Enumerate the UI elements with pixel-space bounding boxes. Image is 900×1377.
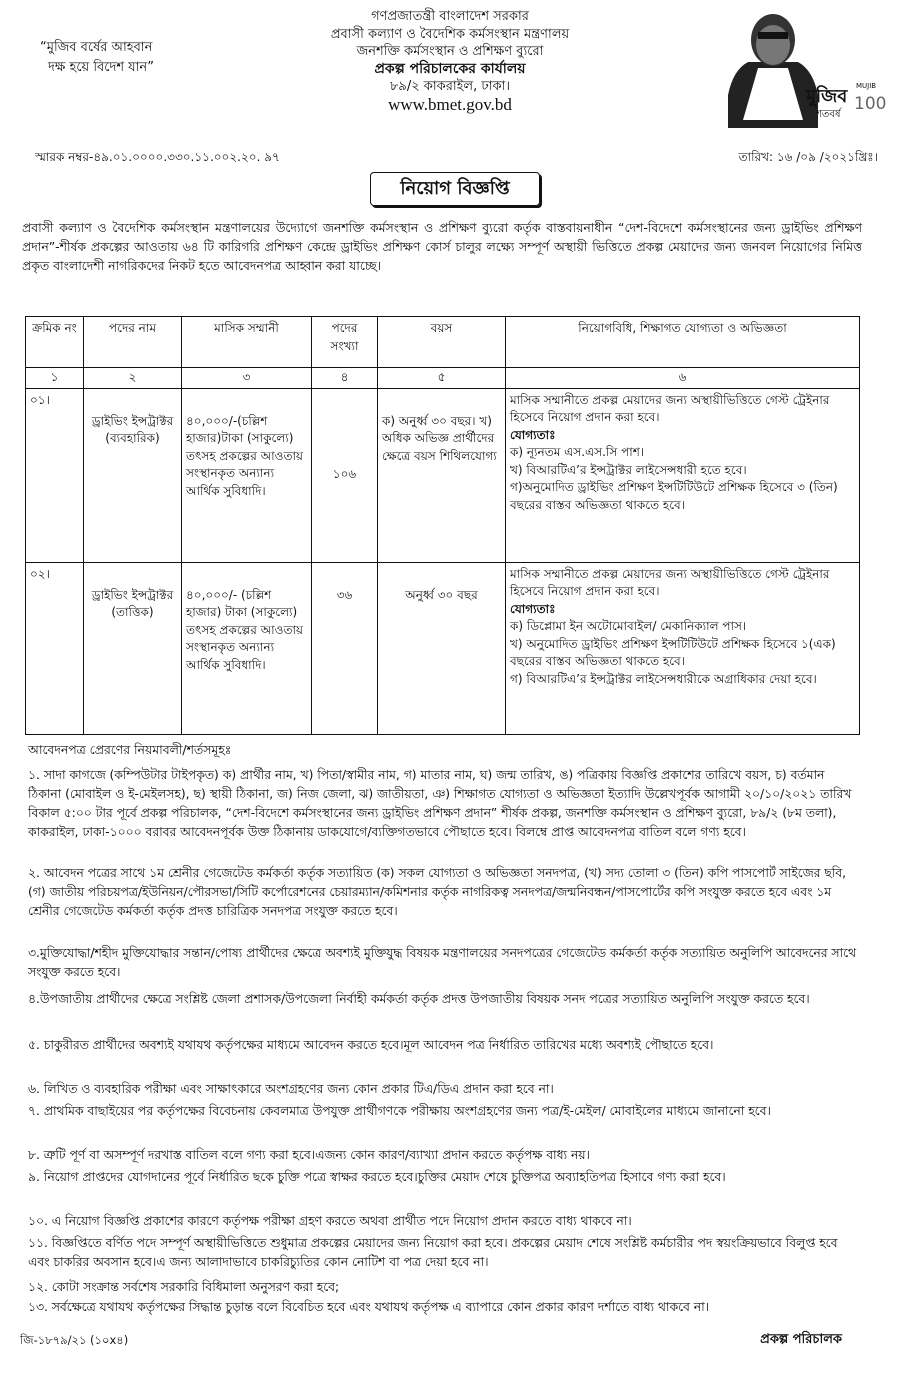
col-header-serial: ক্রমিক নং xyxy=(26,317,84,368)
req-label: যোগ্যতাঃ xyxy=(510,427,556,442)
req-label: যোগ্যতাঃ xyxy=(510,601,556,616)
row-age: ক) অনুর্ধ্ব ৩০ বছর। খ) অধিক অভিজ্ঞ প্রার্থীদের ক্ষেত্রে বয়স শিথিলযোগ্য xyxy=(378,388,506,562)
condition-item: ১২. কোটা সংক্রান্ত সর্বশেষ সরকারি বিধিমালা অনুসরণ করা হবে; xyxy=(28,1280,340,1294)
row-post: ড্রাইভিং ইন্সট্রাক্টর (তাত্তিক) xyxy=(84,562,182,734)
condition-item: ৯. নিয়োগ প্রাপ্তদের যোগদানের পূর্বে নির্ধারিত ছকে চুক্তি পত্রে স্বাক্ষর করতে হবে।চুক্তির মেয়াদ শেষে চুক্তিপত্র অব্যাহতিপত্র হিসাবে গণ্য করা হবে। xyxy=(28,1170,726,1184)
conditions-title: আবেদনপত্র প্রেরণের নিয়মাবলী/শর্তসমূহঃ xyxy=(28,742,232,757)
table-index-row xyxy=(26,368,860,389)
header-line-1: গণপ্রজাতন্ত্রী বাংলাদেশ সরকার xyxy=(371,9,529,24)
index-cell: ৪ xyxy=(312,368,378,389)
row-serial: ০১। xyxy=(26,388,84,562)
req-item: ক) ন্যূনতম এস.এস.সি পাশ। xyxy=(510,445,645,459)
condition-item: ১. সাদা কাগজে (কম্পিউটার টাইপকৃত) ক) প্রার্থীর নাম, খ) পিতা/স্বামীর নাম, গ) মাতার নাম, ঘ) জন্ম তারিখ, ঙ) পত্রিকায় বিজ্ঞপ্তি প্রকাশের তারিখে বয়স, চ) বর্তমান ঠিকানা (মোবাইল ও ই-মেইলসহ), ছ) স্থায়ী ঠিকানা, জ) নিজ জেলা, ঝ) জাতীয়তা, ঞ) শিক্ষাগত যোগ্যতা ও অভিজ্ঞতা ইত্যাদি উল্লেখপূর্বক আগামী ২০/১০/২০২১ তারিখ বিকাল ৫:০০ টার পূর্বে প্রকল্প পরিচালক, “দেশ-বিদেশে কর্মসংস্থানের জন্য ড্রাইভিং প্রশিক্ষণ প্রদান” শীর্ষক প্রকল্প, জনশক্তি কর্মসংস্থান ও প্রশিক্ষণ ব্যুরো, ৮৯/২ (৮ম তলা), কাকরাইল, ঢাকা-১০০০ বরাবর আবেদনপূর্বক উক্ত ঠিকানায় ডাকযোগে/ব্যক্তিগতভাবে পৌছাতে হবে। বিলম্বে প্রাপ্ত আবেদনপত্র বাতিল বলে গণ্য হবে। xyxy=(28,768,852,839)
col-header-count: পদের সংখ্যা xyxy=(312,317,378,368)
col-header-age: বয়স xyxy=(378,317,506,368)
req-intro: মাসিক সম্মানীতে প্রকল্প মেয়াদের জন্য অস্থায়ীভিত্তিতে গেস্ট ট্রেইনার হিসেবে নিয়োগ প্রদান করা হবে। xyxy=(510,566,830,598)
condition-item: ৭. প্রাথমিক বাছাইয়ের পর কর্তৃপক্ষের বিবেচনায় কেবলমাত্র উপযুক্ত প্রার্থীগণকে পরীক্ষায় অংশগ্রহণের জন্য পত্র/ই-মেইল/ মোবাইলের মাধ্যমে জানানো হবে। xyxy=(28,1104,771,1118)
intro-paragraph: প্রবাসী কল্যাণ ও বৈদেশিক কর্মসংস্থান মন্ত্রণালয়ের উদ্যোগে জনশক্তি কর্মসংস্থান ও প্রশিক্ষণ ব্যুরো কর্তৃক বাস্তবায়নাধীন “দেশ-বিদেশে কর্মসংস্থানের জন্য ড্রাইভিং প্রশিক্ষণ প্রদান”-শীর্ষক প্রকল্পের আওতায় ৬৪ টি কারিগরি প্রশিক্ষণ কেন্দ্রে ড্রাইভিং প্রশিক্ষণ কোর্স চালুর লক্ষ্যে সম্পূর্ণ অস্থায়ী ভিত্তিতে প্রকল্প মেয়াদের জন্য জনবল নিয়োগের নিমিত্ত প্রকৃত বাংলাদেশী নাগরিকদের নিকট হতে আবেদনপত্র আহ্বান করা যাচ্ছে। xyxy=(22,220,862,273)
slogan-line-2: দক্ষ হয়ে বিদেশ যান” xyxy=(48,60,154,75)
row-serial: ০২। xyxy=(26,562,84,734)
row-count: ৩৬ xyxy=(312,562,378,734)
row-count: ১০৬ xyxy=(312,388,378,562)
notice-title: নিয়োগ বিজ্ঞপ্তি xyxy=(370,172,540,206)
req-item: খ) অনুমোদিত ড্রাইভিং প্রশিক্ষণ ইন্সটিটিউটে প্রশিক্ষক হিসেবে ১(এক) বছরের বাস্তব অভিজ্ঞতা থাকতে হবে। xyxy=(510,636,836,668)
logo-text-shatabarsha: শতবর্ষ xyxy=(816,109,841,120)
table-header-row xyxy=(26,317,860,368)
condition-item: ৬. লিখিত ও ব্যবহারিক পরীক্ষা এবং সাক্ষাৎকারে অংশগ্রহণের জন্য কোন প্রকার টিএ/ডিএ প্রদান করা হবে না। xyxy=(28,1082,554,1096)
mujib-100-logo xyxy=(688,10,888,130)
signature: প্রকল্প পরিচালক xyxy=(760,1332,842,1347)
col-header-post: পদের নাম xyxy=(84,317,182,368)
col-header-salary: মাসিক সম্মানী xyxy=(182,317,312,368)
logo-text-100: 100 xyxy=(854,94,887,114)
index-cell: ৬ xyxy=(506,368,860,389)
req-item: ক) ডিপ্লোমা ইন অটোমোবাইল/ মেকানিক্যাল পাস। xyxy=(510,619,747,633)
header-address: ৮৯/২ কাকরাইল, ঢাকা। xyxy=(389,79,511,94)
row-salary: ৪০,০০০/- (চল্লিশ হাজার) টাকা (সাকুল্যে) তৎসহ প্রকল্পের আওতায় সংস্থানকৃত অন্যান্য আর্থিক সুবিধাদি। xyxy=(182,562,312,734)
row-requirements xyxy=(506,562,860,734)
header-line-3: জনশক্তি কর্মসংস্থান ও প্রশিক্ষণ ব্যুরো xyxy=(356,44,544,59)
col-header-requirements: নিয়োগবিধি, শিক্ষাগত যোগ্যতা ও অভিজ্ঞতা xyxy=(506,317,860,368)
header-line-2: প্রবাসী কল্যাণ ও বৈদেশিক কর্মসংস্থান মন্ত্রণালয় xyxy=(330,26,570,42)
header-website: www.bmet.gov.bd xyxy=(388,94,512,114)
footer-code: জি-১৮৭৯/২১ (১০x৪) xyxy=(20,1333,129,1347)
logo-text-mujib-en: MUJIB xyxy=(856,82,877,90)
job-table xyxy=(25,316,860,735)
row-salary: ৪০,০০০/-(চল্লিশ হাজার)টাকা (সাকুল্যে) তৎসহ প্রকল্পের আওতায় সংস্থানকৃত অন্যান্য আর্থিক সুবিধাদি। xyxy=(182,388,312,562)
logo-text-mujib: মুজিব xyxy=(806,86,848,107)
condition-item: ৪.উপজাতীয় প্রার্থীদের ক্ষেত্রে সংশ্লিষ্ট জেলা প্রশাসক/উপজেলা নির্বাহী কর্মকর্তা কর্তৃক প্রদত্ত উপজাতীয় বিষয়ক সনদ পত্রের সত্যায়িত অনুলিপি সংযুক্ত করতে হবে। xyxy=(28,992,810,1006)
condition-item: ৫. চাকুরীরত প্রার্থীদের অবশ্যই যথাযথ কর্তৃপক্ষের মাধ্যমে আবেদন করতে হবে।মূল আবেদন পত্র নির্ধারিত তারিখের মধ্যে অবশ্যই পৌছাতে হবে। xyxy=(28,1038,714,1052)
req-item: গ) বিআরটিএ’র ইন্সট্রাক্টর লাইসেন্সধারীকে অগ্রাধিকার দেয়া হবে। xyxy=(510,671,817,686)
req-intro: মাসিক সম্মানীতে প্রকল্প মেয়াদের জন্য অস্থায়ীভিত্তিতে গেস্ট ট্রেইনার হিসেবে নিয়োগ প্রদান করা হবে। xyxy=(510,392,830,424)
index-cell: ২ xyxy=(84,368,182,389)
table-row xyxy=(26,388,860,562)
header-office: প্রকল্প পরিচালকের কার্যালয় xyxy=(374,60,526,77)
row-post: ড্রাইভিং ইন্সট্রাক্টর (ব্যবহারিক) xyxy=(84,388,182,562)
letterhead xyxy=(250,8,650,113)
condition-item: ২. আবেদন পত্রের সাথে ১ম শ্রেনীর গেজেটেড কর্মকর্তা কর্তৃক সত্যায়িত (ক) সকল যোগ্যতা ও অভিজ্ঞতা সনদপত্র, (খ) সদ্য তোলা ৩ (তিন) কপি পাসপোর্ট সাইজের ছবি, (গ) জাতীয় পরিচয়পত্র/ইউনিয়ন/পৌরসভা/সিটি কর্পোরেশনের চেয়ারম্যান/কমিশনার কর্তৃক নাগরিকত্ব সনদপত্র/জন্মনিবন্ধন/পাসপোর্টের কপি সংযুক্ত করতে হবে এবং ১ম শ্রেনীর গেজেটেড কর্মকর্তা কর্তৃক প্রদত্ত চারিত্রিক সনদপত্র সংযুক্ত করতে হবে। xyxy=(28,866,846,918)
row-age: অনুর্ধ্ব ৩০ বছর xyxy=(378,562,506,734)
req-item: খ) বিআরটিএ’র ইন্সট্রাক্টর লাইসেন্সধারী হতে হবে। xyxy=(510,462,747,477)
notice-date: তারিখ: ১৬ /০৯ /২০২১খ্রিঃ। xyxy=(738,150,878,164)
index-cell: ১ xyxy=(26,368,84,389)
condition-item: ৮. ত্রুটি পূর্ণ বা অসম্পূর্ণ দরখাস্ত বাতিল বলে গণ্য করা হবে।এজন্য কোন কারণ/ব্যাখ্যা প্রদান করতে কর্তৃপক্ষ বাধ্য নয়। xyxy=(28,1148,590,1162)
table-row xyxy=(26,562,860,734)
slogan-line-1: “মুজিব বর্ষের আহবান xyxy=(40,40,153,55)
index-cell: ৩ xyxy=(182,368,312,389)
condition-item: ৩.মুক্তিযোদ্ধা/শহীদ মুক্তিযোদ্ধার সন্তান/পোষ্য প্রার্থীদের ক্ষেত্রে অবশ্যই মুক্তিযুদ্ধ বিষয়ক মন্ত্রণালয়ের সনদপত্রের গেজেটেড কর্মকর্তা কর্তৃক সত্যায়িত অনুলিপি আবেদনের সাথে সংযুক্ত করতে হবে। xyxy=(28,946,856,979)
memo-number: স্মারক নম্বর-৪৯.০১.০০০০.৩৩০.১১.০০২.২০. ৯৭ xyxy=(35,150,280,164)
index-cell: ৫ xyxy=(378,368,506,389)
req-item: গ)অনুমোদিত ড্রাইভিং প্রশিক্ষণ ইন্সটিটিউটে প্রশিক্ষক হিসেবে ৩ (তিন) বছরের বাস্তব অভিজ্ঞতা থাকতে হবে। xyxy=(510,480,838,512)
condition-item: ১১. বিজ্ঞপ্তিতে বর্ণিত পদে সম্পূর্ণ অস্থায়ীভিত্তিতে শুধুমাত্র প্রকল্পের মেয়াদের জন্য নিয়োগ করা হবে। প্রকল্পের মেয়াদ শেষে সংশ্লিষ্ট কর্মচারীর পদ স্বয়ংক্রিয়ভাবে বিলুপ্ত হবে এবং চাকরির অবসান হবে।এ জন্য আলাদাভাবে চাকরিচ্যুতির কোন নোটিশ বা পত্র দেয়া হবে না। xyxy=(28,1236,838,1269)
condition-item: ১০. এ নিয়োগ বিজ্ঞপ্তি প্রকাশের কারণে কর্তৃপক্ষ পরীক্ষা গ্রহণ করতে অথবা প্রার্থীত পদে নিয়োগ প্রদান করতে বাধ্য থাকবে না। xyxy=(28,1214,632,1228)
slogan xyxy=(40,38,154,78)
condition-item: ১৩. সর্বক্ষেত্রে যথাযথ কর্তৃপক্ষের সিদ্ধান্ত চুড়ান্ত বলে বিবেচিত হবে এবং যথাযথ কর্তৃপক্ষ এ ব্যাপারে কোন প্রকার কারণ দর্শাতে বাধ্য থাকবে না। xyxy=(28,1300,710,1314)
row-requirements xyxy=(506,388,860,562)
